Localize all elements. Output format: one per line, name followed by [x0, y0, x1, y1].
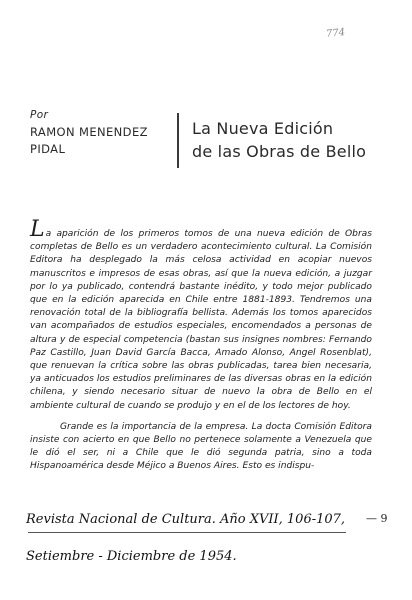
paragraph-1: La aparición de los primeros tomos de una nueva edición de Obras completas de Bello es un verdadero acontecimiento cultural. La Comisión Editora ha desplegado la más celosa actividad en acopiar nuevos manuscritos e impresos de esas obras, así que la nueva edición, a juzgar por lo ya publicado, contendrá bastante inédito, y todo mejor publicado que en la edición aparecida en Chile entre 1881-1893. Tendremos una renovación total de la bibliografía bellista. Además los tomos aparecidos van acompañados de estudios especiales, encomendados a personas de altura y de especial competencia (bastan sus insignes nombres: Fernando Paz Castillo, Juan David García Bacca, Amado Alonso, Angel Rosenblat), que renuevan la crítica sobre las obras publicadas, tarea bien necesaria, ya anticuados los estudios preliminares de las diversas obras en la edición chilena, y siendo necesario situar de nuevo la obra de Bello en el ambiente cultural de cuando se produjo y en el de los lectores de hoy. — [30, 217, 372, 411]
paragraph-2: Grande es la importancia de la empresa. La docta Comisión Editora insiste con acierto en que Bello no pertenece solamente a Venezuela que le dió el ser, ni a Chile que le dió segunda patria, sino a toda Hispanoamérica desde Méjico a Buenos Aires. Esto es indispu- — [30, 421, 372, 472]
byline — [30, 107, 170, 158]
byline-por: Por — [30, 109, 49, 121]
page-number: — 9 — [366, 512, 388, 525]
title-line2: de las Obras de Bello — [192, 142, 367, 161]
corner-annotation: 774 — [325, 27, 346, 40]
article-body — [30, 217, 372, 474]
article-title — [192, 117, 392, 163]
author-name-line1: RAMON MENENDEZ — [30, 125, 148, 139]
handwritten-underline — [28, 532, 346, 533]
handwritten-citation-line2: Setiembre - Diciembre de 1954. — [26, 549, 237, 564]
title-divider — [177, 113, 179, 168]
author-name-line2: PIDAL — [30, 142, 66, 156]
title-line1: La Nueva Edición — [192, 119, 334, 138]
handwritten-citation-line1: Revista Nacional de Cultura. Año XVII, 106-107, — [26, 512, 346, 527]
